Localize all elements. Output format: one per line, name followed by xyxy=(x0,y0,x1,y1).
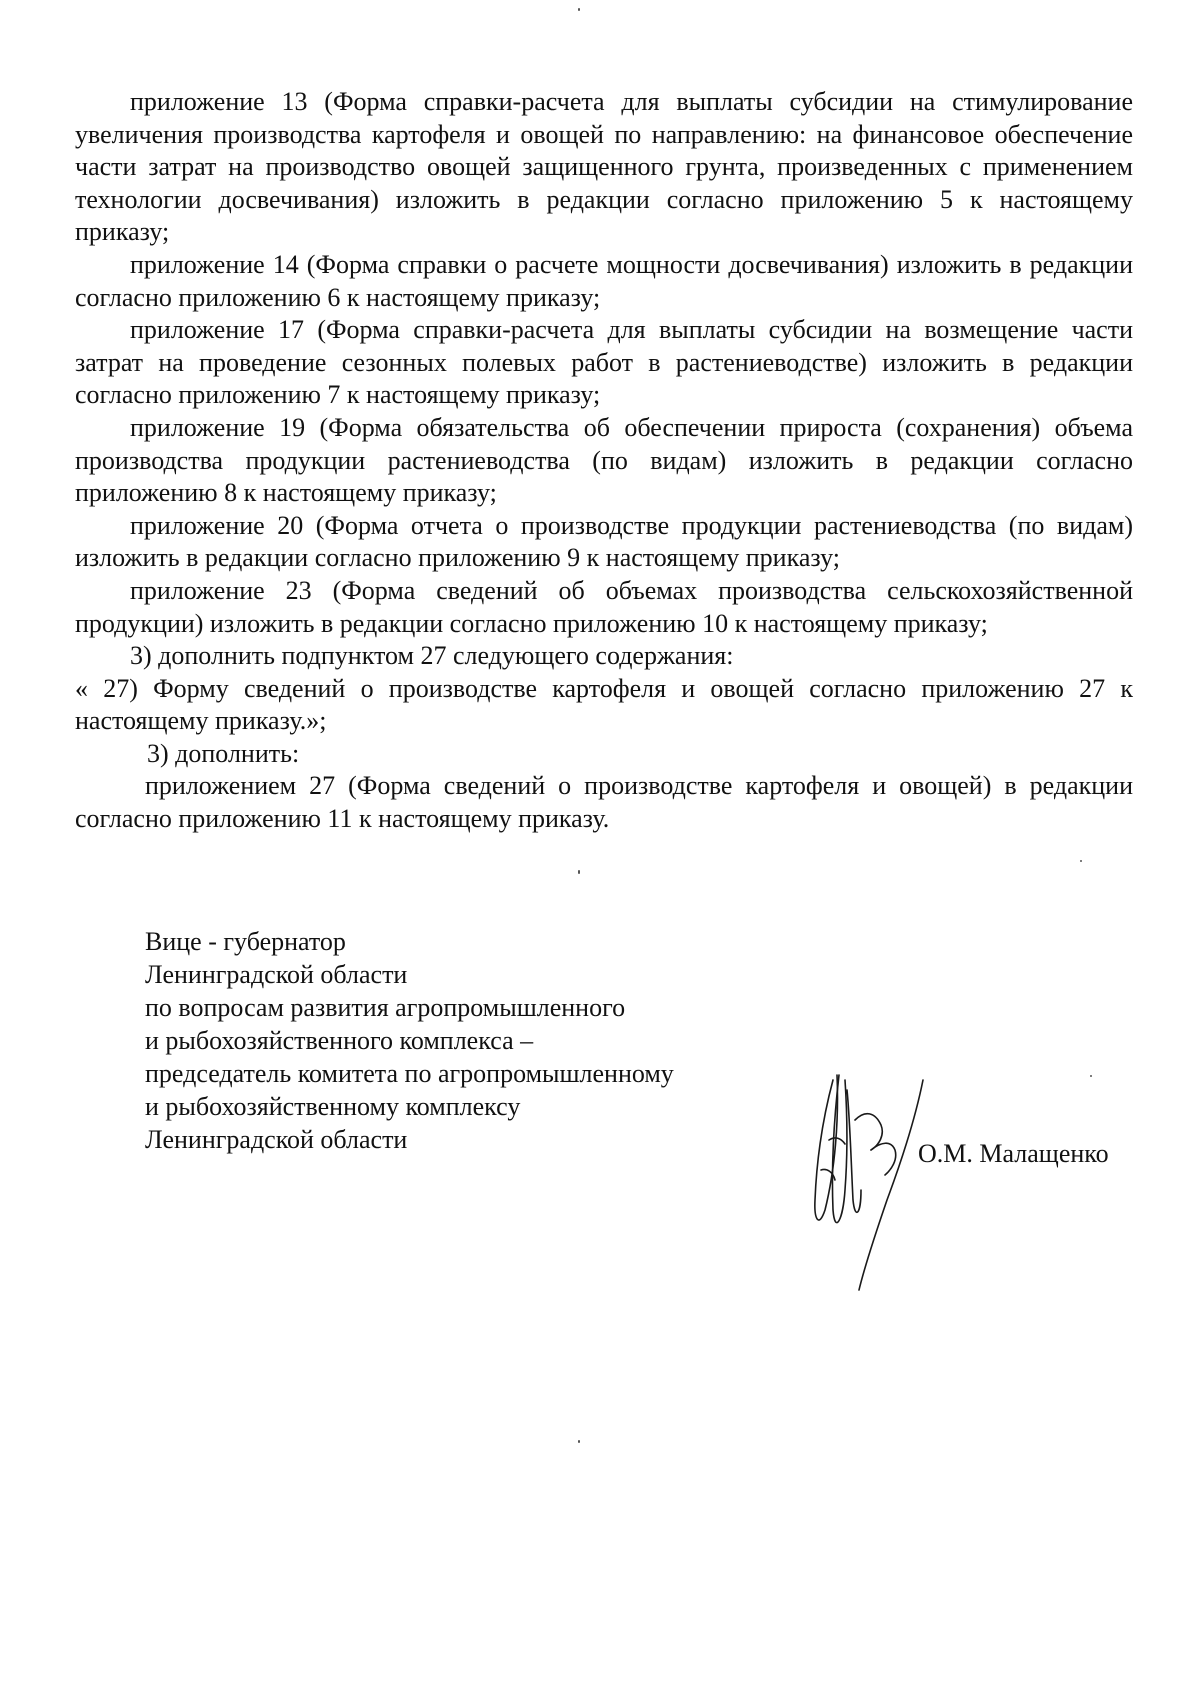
signatory-position-line: и рыбохозяйственному комплексу xyxy=(145,1092,521,1121)
handwritten-signature xyxy=(795,1050,945,1295)
signatory-name: О.М. Малащенко xyxy=(918,1139,1109,1168)
signatory-position-line: Ленинградской области xyxy=(145,1125,408,1154)
signatory-position-line: и рыбохозяйственного комплекса – xyxy=(145,1026,534,1055)
signatory-position-line: Вице - губернатор xyxy=(145,927,346,956)
paragraph-subitem-27: « 27) Форму сведений о производстве картофеля и овощей согласно приложению 27 к настоящему приказу.»; xyxy=(75,673,1133,736)
scan-artifact xyxy=(578,1440,580,1443)
paragraph-appendix-20: приложение 20 (Форма отчета о производстве продукции растениеводства (по видам) изложить в редакции согласно приложению 9 к настоящему приказу; xyxy=(75,510,1133,573)
scan-artifact xyxy=(578,8,580,11)
paragraph-appendix-27: приложением 27 (Форма сведений о производстве картофеля и овощей) в редакции согласно приложению 11 к настоящему приказу. xyxy=(75,771,1133,834)
scan-artifact xyxy=(578,870,580,874)
signatory-position xyxy=(145,925,745,1156)
paragraph-appendix-23: приложение 23 (Форма сведений об объемах производства сельскохозяйственной продукции) изложить в редакции согласно приложению 10 к настоящему приказу; xyxy=(75,575,1133,638)
scan-artifact xyxy=(1090,1075,1092,1077)
signatory-position-line: по вопросам развития агропромышленного xyxy=(145,993,626,1022)
paragraph-item-3-add: 3) дополнить: xyxy=(147,738,300,768)
paragraph-appendix-14: приложение 14 (Форма справки о расчете мощности досвечивания) изложить в редакции согласно приложению 6 к настоящему приказу; xyxy=(75,249,1133,312)
document-body xyxy=(75,86,1133,836)
paragraph-appendix-19: приложение 19 (Форма обязательства об обеспечении прироста (сохранения) объема производства продукции растениеводства (по видам) изложить в редакции согласно приложению 8 к настоящему приказу; xyxy=(75,412,1133,508)
signatory-position-line: Ленинградской области xyxy=(145,960,408,989)
paragraph-item-3-add-subitem: 3) дополнить подпунктом 27 следующего содержания: xyxy=(130,641,734,671)
paragraph-appendix-13: приложение 13 (Форма справки-расчета для выплаты субсидии на стимулирование увеличения производства картофеля и овощей по направлению: на финансовое обеспечение части затрат на производство овощей защищенного грунта, произведенных с применением технологии досвечивания) изложить в редакции согласно приложению 5 к настоящему приказу; xyxy=(75,87,1133,247)
paragraph-appendix-17: приложение 17 (Форма справки-расчета для выплаты субсидии на возмещение части затрат на проведение сезонных полевых работ в растениеводстве) изложить в редакции согласно приложению 7 к настоящему приказу; xyxy=(75,315,1133,410)
scan-artifact xyxy=(1080,860,1082,862)
signatory-position-line: председатель комитета по агропромышленному xyxy=(145,1059,674,1088)
